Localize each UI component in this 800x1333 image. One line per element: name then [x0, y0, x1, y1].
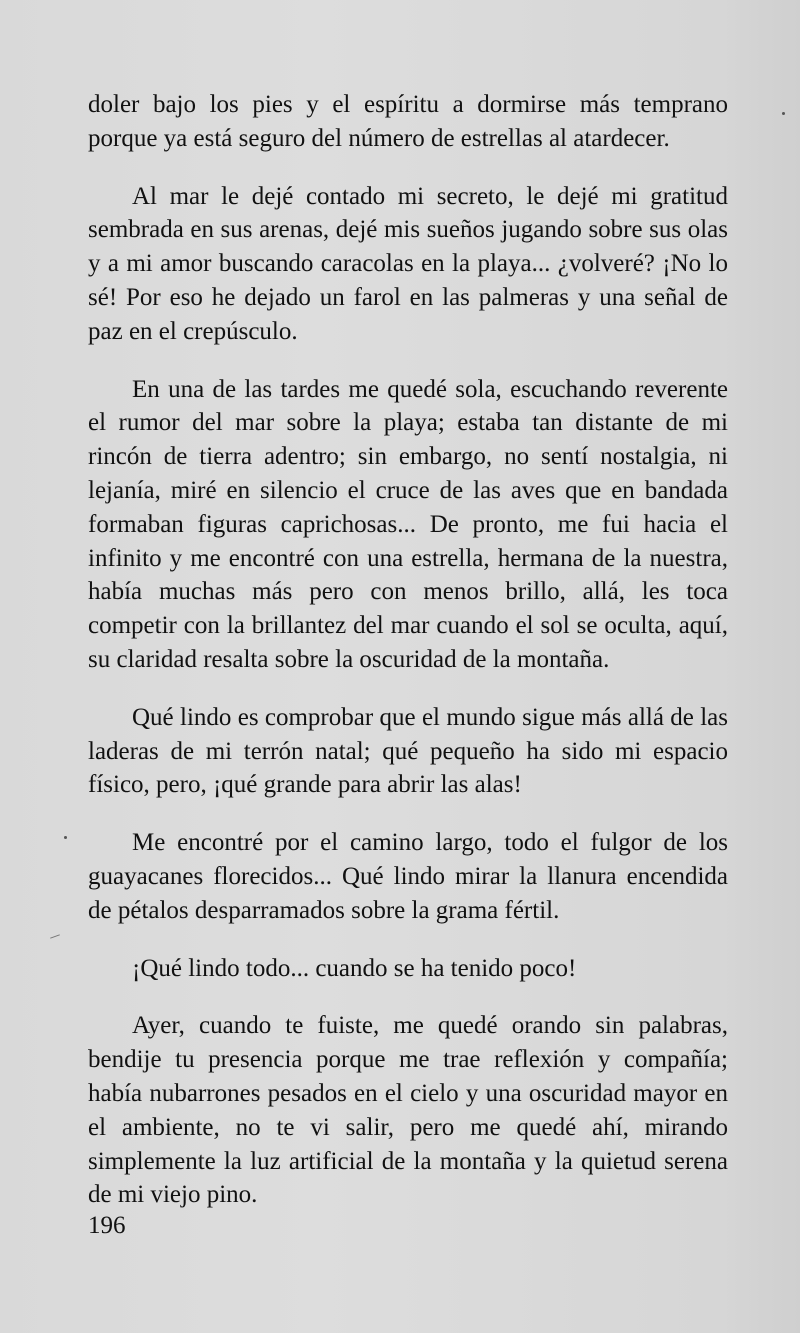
paragraph-continued: doler bajo los pies y el espíritu a dormirse más temprano porque ya está seguro del número de estrellas al atardecer. — [88, 91, 728, 152]
paragraph-road: Me encontré por el camino largo, todo el fulgor de los guayacanes florecidos... Qué lindo mirar la llanura encendida de pétalos desparramados sobre la grama fértil. — [88, 829, 728, 924]
paragraph-yesterday: Ayer, cuando te fuiste, me quedé orando sin palabras, bendije tu presencia porque me trae reflexión y compañía; había nubarrones pesados en el cielo y una oscuridad mayor en el ambiente, no te vi salir, pero me quedé ahí, mirando simplemente la luz artificial de la montaña y la quietud serena de mi viejo pino. — [88, 1012, 728, 1209]
paper-speck — [782, 112, 785, 115]
page-number: 196 — [88, 1212, 126, 1239]
paragraph-afternoon: En una de las tardes me quedé sola, escuchando reverente el rumor del mar sobre la playa; estaba tan distante de mi rincón de tierra adentro; sin embargo, no sentí nostalgia, ni lejanía, miré en silencio el cruce de las aves que en bandada formaban figuras caprichosas... De pronto, me fui hacia el infinito y me encontré con una estrella, hermana de la nuestra, había muchas más pero con menos brillo, allá, les toca competir con la brillantez del mar cuando el sol se oculta, aquí, su claridad resalta sobre la oscuridad de la montaña. — [88, 375, 728, 673]
paragraph-sea: Al mar le dejé contado mi secreto, le dejé mi gratitud sembrada en sus arenas, dejé mis sueños jugando sobre sus olas y a mi amor buscando caracolas en la playa... ¿volveré? ¡No lo sé! Por eso he dejado un farol en las palmeras y una señal de paz en el crepúsculo. — [88, 182, 728, 345]
body-text — [88, 88, 728, 1236]
paragraph-exclamation: ¡Qué lindo todo... cuando se ha tenido poco! — [132, 954, 577, 982]
paper-mark — [50, 934, 60, 938]
paper-speck — [64, 836, 67, 839]
paragraph-world: Qué lindo es comprobar que el mundo sigue más allá de las laderas de mi terrón natal; qué pequeño ha sido mi espacio físico, pero, ¡qué grande para abrir las alas! — [88, 703, 728, 799]
